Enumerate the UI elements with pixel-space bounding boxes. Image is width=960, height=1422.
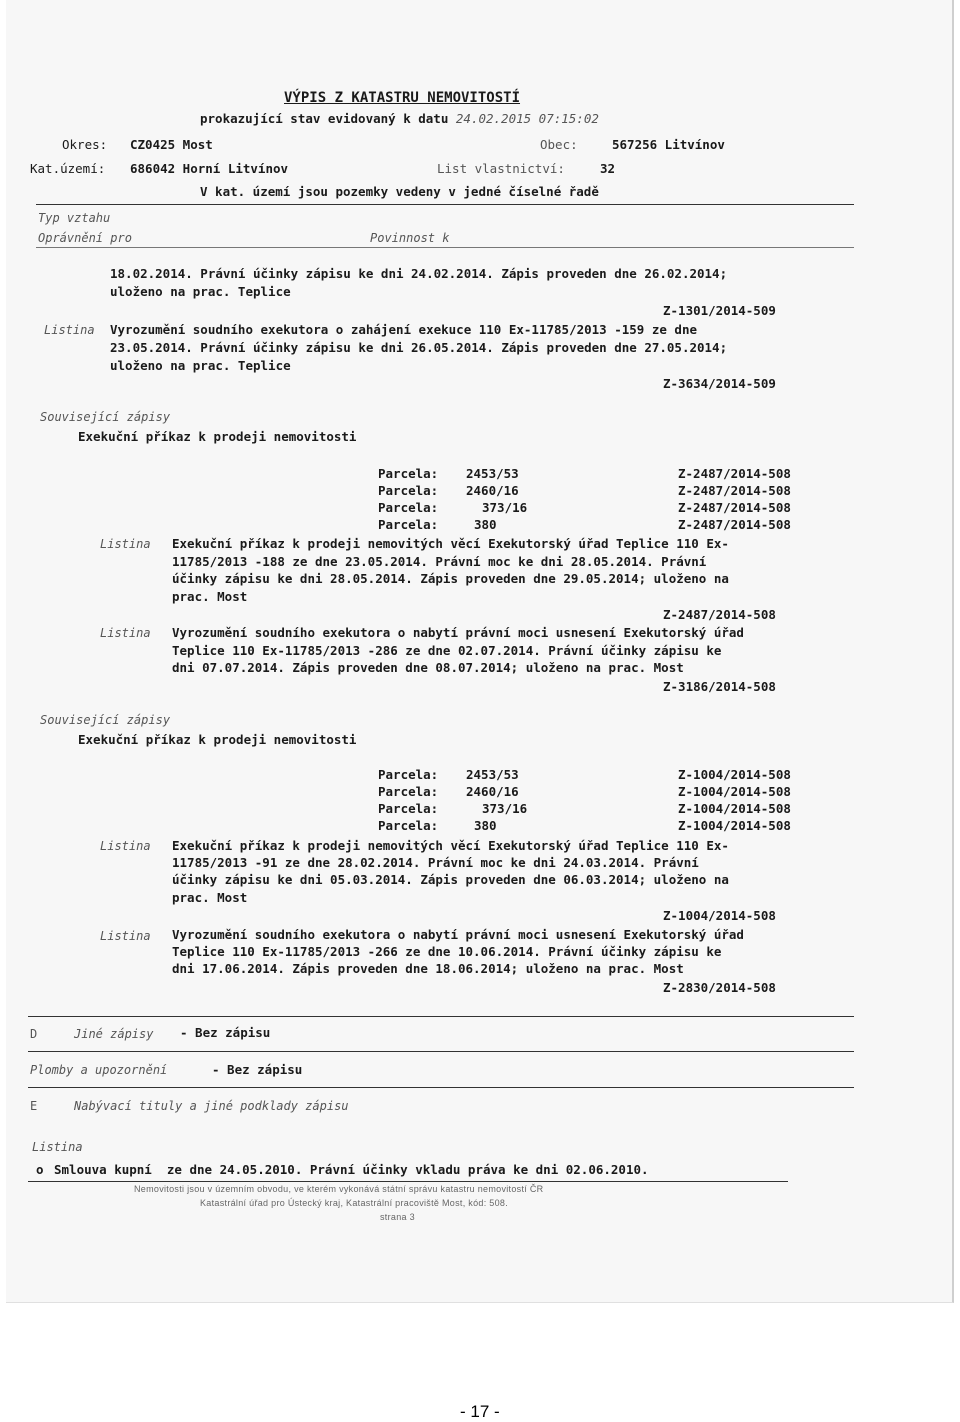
bullet: o	[36, 1162, 44, 1177]
listina-text: prac. Most	[172, 890, 248, 905]
divider	[28, 1087, 854, 1088]
listina-label: Listina	[44, 323, 95, 337]
listina-text: dni 07.07.2014. Zápis proveden dne 08.07.2014; uloženo na prac. Most	[172, 660, 684, 675]
parcel-number: 373/16	[482, 500, 528, 515]
okres-label: Okres:	[62, 137, 108, 152]
section-label: Plomby a upozornění	[30, 1063, 168, 1077]
listina-text: Smlouva kupní ze dne 24.05.2010. Právní účinky vkladu práva ke dni 02.06.2010.	[54, 1162, 649, 1177]
footer-text: Katastrální úřad pro Ústecký kraj, Katastrální pracoviště Most, kód: 508.	[200, 1198, 509, 1208]
listina-ref: Z-2487/2014-508	[663, 607, 776, 622]
parcel-label: Parcela:	[378, 466, 439, 481]
parcel-ref: Z-1004/2014-508	[678, 767, 791, 782]
parcel-ref: Z-2487/2014-508	[678, 483, 791, 498]
listina-ref: Z-1004/2014-508	[663, 908, 776, 923]
listina-text: 11785/2013 -188 ze dne 23.05.2014. Právní moc ke dni 28.05.2014. Právní	[172, 554, 707, 569]
parcel-label: Parcela:	[378, 767, 439, 782]
parcel-label: Parcela:	[378, 483, 439, 498]
listina-ref: Z-2830/2014-508	[663, 980, 776, 995]
listina-label: Listina	[100, 537, 151, 551]
col-opravneni-pro: Oprávnění pro	[38, 231, 132, 245]
section-letter: E	[30, 1099, 38, 1113]
related-title: Exekuční příkaz k prodeji nemovitosti	[78, 732, 357, 747]
divider	[36, 204, 854, 205]
section-label: Jiné zápisy	[74, 1027, 154, 1041]
listina-text: Teplice 110 Ex-11785/2013 -266 ze dne 10.06.2014. Právní účinky zápisu ke	[172, 944, 722, 959]
listina-text: účinky zápisu ke dni 28.05.2014. Zápis proveden dne 29.05.2014; uloženo na	[172, 571, 729, 586]
obec-label: Obec:	[540, 137, 578, 152]
listina-text: dni 17.06.2014. Zápis proveden dne 18.06.2014; uloženo na prac. Most	[172, 961, 684, 976]
parcel-ref: Z-2487/2014-508	[678, 517, 791, 532]
listina-text: Exekuční příkaz k prodeji nemovitých věcí Exekutorský úřad Teplice 110 Ex-	[172, 838, 729, 853]
listina-text: Vyrozumění soudního exekutora o nabytí právní moci usnesení Exekutorský úřad	[172, 625, 744, 640]
page-number: - 17 -	[460, 1402, 500, 1421]
parcel-label: Parcela:	[378, 517, 439, 532]
lv-label: List vlastnictví:	[437, 161, 565, 176]
col-povinnost-k: Povinnost k	[370, 231, 450, 245]
divider	[28, 1016, 854, 1017]
parcel-number: 380	[474, 818, 497, 833]
obec-value: 567256 Litvínov	[612, 137, 725, 152]
parcel-ref: Z-1004/2014-508	[678, 784, 791, 799]
page-title: VÝPIS Z KATASTRU NEMOVITOSTÍ	[284, 90, 521, 106]
related-heading: Související zápisy	[40, 713, 171, 727]
lv-value: 32	[600, 161, 616, 176]
parcel-ref: Z-2487/2014-508	[678, 466, 791, 481]
entry-text: uloženo na prac. Teplice	[110, 358, 291, 373]
listina-text: Vyrozumění soudního exekutora o nabytí právní moci usnesení Exekutorský úřad	[172, 927, 744, 942]
entry-text: uloženo na prac. Teplice	[110, 284, 291, 299]
listina-text: Teplice 110 Ex-11785/2013 -286 ze dne 02.07.2014. Právní účinky zápisu ke	[172, 643, 722, 658]
related-heading: Související zápisy	[40, 410, 171, 424]
listina-label: Listina	[100, 929, 151, 943]
listina-ref: Z-3186/2014-508	[663, 679, 776, 694]
entry-ref: Z-3634/2014-509	[663, 376, 776, 391]
section-letter: D	[30, 1027, 38, 1041]
related-title: Exekuční příkaz k prodeji nemovitosti	[78, 429, 357, 444]
divider	[28, 1051, 854, 1052]
col-typ-vztahu: Typ vztahu	[38, 211, 111, 225]
kat-uzemi-label: Kat.území:	[30, 161, 106, 176]
parcel-number: 2460/16	[466, 483, 519, 498]
listina-text: 11785/2013 -91 ze dne 28.02.2014. Právní moc ke dni 24.03.2014. Právní	[172, 855, 699, 870]
listina-text: Exekuční příkaz k prodeji nemovitých věcí Exekutorský úřad Teplice 110 Ex-	[172, 536, 729, 551]
okres-value: CZ0425 Most	[130, 137, 213, 152]
divider	[36, 247, 854, 248]
entry-text: Vyrozumění soudního exekutora o zahájení exekuce 110 Ex-11785/2013 -159 ze dne	[110, 322, 697, 337]
listina-label: Listina	[100, 839, 151, 853]
parcel-ref: Z-1004/2014-508	[678, 801, 791, 816]
listina-label: Listina	[100, 626, 151, 640]
parcel-number: 2453/53	[466, 466, 519, 481]
listina-text: prac. Most	[172, 589, 248, 604]
parcel-number: 380	[474, 517, 497, 532]
entry-ref: Z-1301/2014-509	[663, 303, 776, 318]
parcel-ref: Z-2487/2014-508	[678, 500, 791, 515]
parcel-number: 373/16	[482, 801, 528, 816]
listina-label: Listina	[32, 1140, 83, 1154]
entry-text: 18.02.2014. Právní účinky zápisu ke dni 24.02.2014. Zápis proveden dne 26.02.2014;	[110, 266, 728, 281]
section-label: Nabývací tituly a jiné podklady zápisu	[74, 1099, 349, 1113]
parcel-number: 2453/53	[466, 767, 519, 782]
divider	[28, 1181, 788, 1182]
listina-text: účinky zápisu ke dni 05.03.2014. Zápis proveden dne 06.03.2014; uloženo na	[172, 872, 729, 887]
parcel-number: 2460/16	[466, 784, 519, 799]
section-value: - Bez zápisu	[180, 1025, 271, 1040]
kat-uzemi-value: 686042 Horní Litvínov	[130, 161, 289, 176]
parcel-ref: Z-1004/2014-508	[678, 818, 791, 833]
entry-text: 23.05.2014. Právní účinky zápisu ke dni 26.05.2014. Zápis proveden dne 27.05.2014;	[110, 340, 728, 355]
page-label: strana 3	[380, 1212, 415, 1222]
parcel-label: Parcela:	[378, 818, 439, 833]
header-note: V kat. území jsou pozemky vedeny v jedné číselné řadě	[200, 184, 599, 199]
section-value: - Bez zápisu	[212, 1062, 303, 1077]
footer-text: Nemovitosti jsou v územním obvodu, ve kterém vykonává státní správu katastru nemovitostí ČR	[134, 1184, 544, 1194]
subtitle: prokazující stav evidovaný k datu 24.02.2015 07:15:02	[200, 111, 599, 126]
parcel-label: Parcela:	[378, 500, 439, 515]
parcel-label: Parcela:	[378, 784, 439, 799]
parcel-label: Parcela:	[378, 801, 439, 816]
